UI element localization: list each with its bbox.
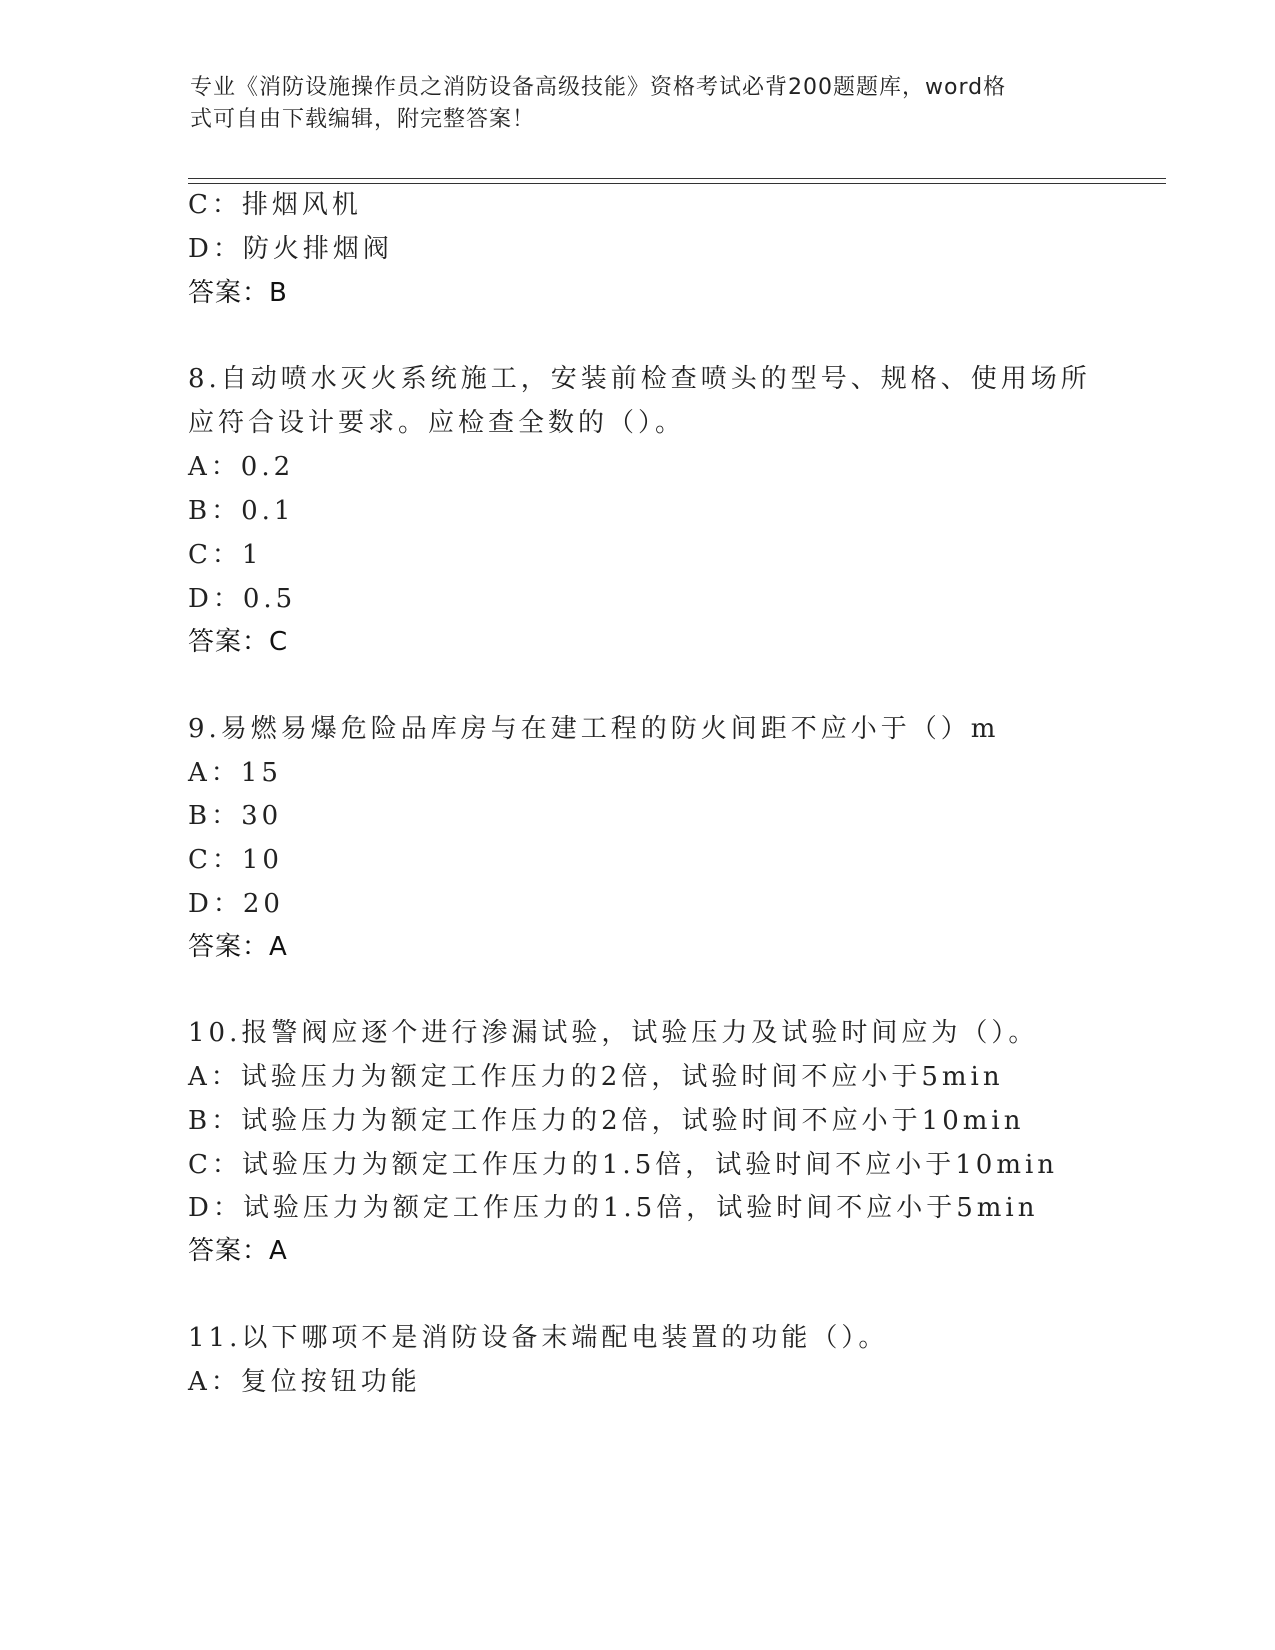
header-line-2: 式可自由下载编辑，附完整答案！ bbox=[190, 107, 536, 132]
q7-answer: 答案：B bbox=[188, 278, 288, 308]
q8-option-c: C：1 bbox=[188, 540, 263, 570]
q9-option-d: D：20 bbox=[188, 889, 284, 919]
document-header bbox=[190, 72, 1070, 136]
q8-stem-line-2: 应符合设计要求。应检查全数的（）。 bbox=[188, 408, 686, 438]
q10-option-c: C：试验压力为额定工作压力的1.5倍，试验时间不应小于10min bbox=[188, 1150, 1059, 1180]
q8-option-d: D：0.5 bbox=[188, 584, 297, 614]
q7-option-d: D：防火排烟阀 bbox=[188, 234, 393, 264]
q9-option-c: C：10 bbox=[188, 845, 283, 875]
q9-option-b: B：30 bbox=[188, 801, 283, 831]
header-divider-bottom bbox=[188, 183, 1166, 184]
header-divider-top bbox=[188, 178, 1166, 179]
q8-option-a: A：0.2 bbox=[188, 452, 295, 482]
q10-option-d: D：试验压力为额定工作压力的1.5倍，试验时间不应小于5min bbox=[188, 1193, 1039, 1223]
q10-option-b: B：试验压力为额定工作压力的2倍，试验时间不应小于10min bbox=[188, 1106, 1025, 1136]
header-line-1: 专业《消防设施操作员之消防设备高级技能》资格考试必背200题题库，word格 bbox=[190, 75, 1007, 100]
q10-option-a: A：试验压力为额定工作压力的2倍，试验时间不应小于5min bbox=[188, 1062, 1004, 1092]
q9-answer: 答案：A bbox=[188, 932, 288, 962]
q11-stem: 11.以下哪项不是消防设备末端配电装置的功能（）。 bbox=[188, 1323, 889, 1353]
q10-stem: 10.报警阀应逐个进行渗漏试验，试验压力及试验时间应为（）。 bbox=[188, 1018, 1039, 1048]
q11-option-a: A：复位按钮功能 bbox=[188, 1367, 421, 1397]
q9-option-a: A：15 bbox=[188, 758, 282, 788]
q10-answer: 答案：A bbox=[188, 1236, 288, 1266]
q9-stem: 9.易燃易爆危险品库房与在建工程的防火间距不应小于（）m bbox=[188, 714, 1000, 744]
q7-option-c: C：排烟风机 bbox=[188, 190, 362, 220]
q8-stem-line-1: 8.自动喷水灭火系统施工，安装前检查喷头的型号、规格、使用场所 bbox=[188, 364, 1091, 394]
q8-answer: 答案：C bbox=[188, 627, 289, 657]
q8-option-b: B：0.1 bbox=[188, 496, 295, 526]
